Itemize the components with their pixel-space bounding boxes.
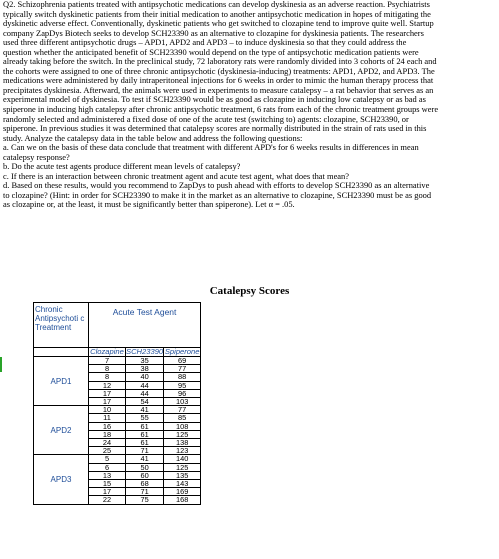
score-cell: 61 [126,430,164,438]
score-cell: 15 [89,480,126,488]
question-line: typically switch dyskinetic patients from their initial medication to another antipsychotic medication in hopes of mitigating the [3,8,431,19]
score-cell: 60 [126,471,164,479]
question-line: d. Based on these results, would you recommend to ZapDys to push ahead with efforts to develop SCH23390 as an alternative [3,180,430,191]
header-spacer [89,322,201,348]
score-cell: 5 [89,455,126,463]
question-line: Q2. Schizophrenia patients treated with antipsychotic medications can develop dyskinesia as an adverse reaction. Psychiatrists [3,0,430,9]
score-cell: 12 [89,381,126,389]
table-row [34,357,201,365]
question-line: dyskinetic adverse effect. Conventionally, dyskinetic patients who get switched to clozapine tend to improve quite well. Startup [3,18,434,29]
score-cell: 169 [164,488,201,496]
question-text [3,0,497,210]
score-cell: 168 [164,496,201,504]
question-line: spiperone. In previous studies it was determined that catalepsy scores are normally distributed in the strain of rats used in this [3,123,427,134]
score-cell: 75 [126,496,164,504]
score-cell: 44 [126,381,164,389]
score-cell: 6 [89,463,126,471]
score-cell: 140 [164,455,201,463]
column-header-sch23390: SCH23390 [126,347,164,356]
score-cell: 35 [126,357,164,365]
score-cell: 41 [126,455,164,463]
score-cell: 123 [164,447,201,455]
score-cell: 77 [164,365,201,373]
score-cell: 85 [164,414,201,422]
question-line: spiperone in inducing high catalepsy after chronic antipsychotic treatment, 6 rats from each of the chronic treatment groups were [3,104,439,115]
question-line: precipitates dyskinesia. Afterward, the animals were used in experiments to measure catalepsy – a rat behavior that serves as an [3,84,434,95]
score-cell: 88 [164,373,201,381]
question-line: company ZapDys Biotech seeks to develop SCH23390 as an alternative to clozapine for dyskinesia patients. The researchers [3,27,424,38]
score-cell: 96 [164,389,201,397]
score-cell: 41 [126,406,164,414]
score-cell: 138 [164,439,201,447]
question-line: to clozapine? (Hint: in order for SCH23390 to make it in the market as an alternative to clozapine, SCH23390 must be as good [3,189,432,200]
score-cell: 103 [164,398,201,406]
question-line: c. If there is an interaction between chronic treatment agent and acute test agent, what does that mean? [3,170,350,181]
score-cell: 17 [89,398,126,406]
score-cell: 25 [89,447,126,455]
catalepsy-table [33,302,201,505]
score-cell: 143 [164,480,201,488]
score-cell: 17 [89,389,126,397]
score-cell: 71 [126,488,164,496]
corner-label: Chronic Antipsychoti c Treatment [34,303,89,348]
score-cell: 7 [89,357,126,365]
score-cell: 95 [164,381,201,389]
score-cell: 69 [164,357,201,365]
chronic-group-label: APD3 [34,455,89,504]
question-line: already taking before the switch. In the preclinical study, 72 laboratory rats were randomly divided into 3 cohorts of 24 each and [3,56,437,67]
chronic-group-label: APD1 [34,357,89,406]
question-line: randomly selected and administered a fixed dose of one of the acute test (switching to) agents: clozapine, SCH23390, or [3,113,409,124]
score-cell: 44 [126,389,164,397]
score-cell: 61 [126,422,164,430]
score-cell: 8 [89,373,126,381]
table-row [34,455,201,463]
score-cell: 40 [126,373,164,381]
question-line: used three different antipsychotic drugs – APD1, APD2 and APD3 – to induce dyskinesia so that they could address the [3,37,407,48]
score-cell: 68 [126,480,164,488]
question-line: medications were administered by daily intraperitoneal injections for 6 weeks in order to mimic the human therapy process that [3,75,434,86]
score-cell: 108 [164,422,201,430]
table-title: Catalepsy Scores [209,285,290,297]
score-cell: 8 [89,365,126,373]
score-cell: 18 [89,430,126,438]
score-cell: 13 [89,471,126,479]
column-header-clozapine: Clozapine [90,347,124,356]
score-cell: 24 [89,439,126,447]
score-cell: 22 [89,496,126,504]
score-cell: 50 [126,463,164,471]
question-line: question whether the anticipated benefit of SCH23390 would depend on the type of antipsychotic medication patients were [3,46,419,57]
score-cell: 77 [164,406,201,414]
acute-agent-header: Acute Test Agent [89,303,201,322]
score-cell: 125 [164,430,201,438]
score-cell: 71 [126,447,164,455]
score-cell: 54 [126,398,164,406]
question-line: as clozapine or, at the least, it must be significantly better than spiperone). Let α = .05. [3,199,295,210]
chronic-group-label: APD2 [34,406,89,455]
score-cell: 61 [126,439,164,447]
table-row [34,406,201,414]
score-cell: 125 [164,463,201,471]
question-line: the cohorts were assigned to one of three chronic antipsychotic (dyskinesia-inducing) treatments: APD1, APD2, and APD3. The [3,65,435,76]
question-line: study. Analyze the catalepsy data in the table below and address the following questions: [3,132,303,143]
score-cell: 135 [164,471,201,479]
score-cell: 38 [126,365,164,373]
score-cell: 17 [89,488,126,496]
question-line: experimental model of dyskinesia. To test if SCH23390 would be as good as clozapine in inducing low catalepsy or as bad as [3,94,426,105]
question-line: a. Can we on the basis of these data conclude that treatment with different APD's for 6 weeks results in differences in mean [3,142,419,153]
question-line: catalepsy response? [3,151,70,162]
question-line: b. Do the acute test agents produce different mean levels of catalepsy? [3,161,241,172]
score-cell: 11 [89,414,126,422]
margin-marker [0,357,2,372]
score-cell: 10 [89,406,126,414]
score-cell: 16 [89,422,126,430]
column-header-spiperone: Spiperone [164,347,200,356]
corner-spacer [34,348,89,357]
score-cell: 55 [126,414,164,422]
